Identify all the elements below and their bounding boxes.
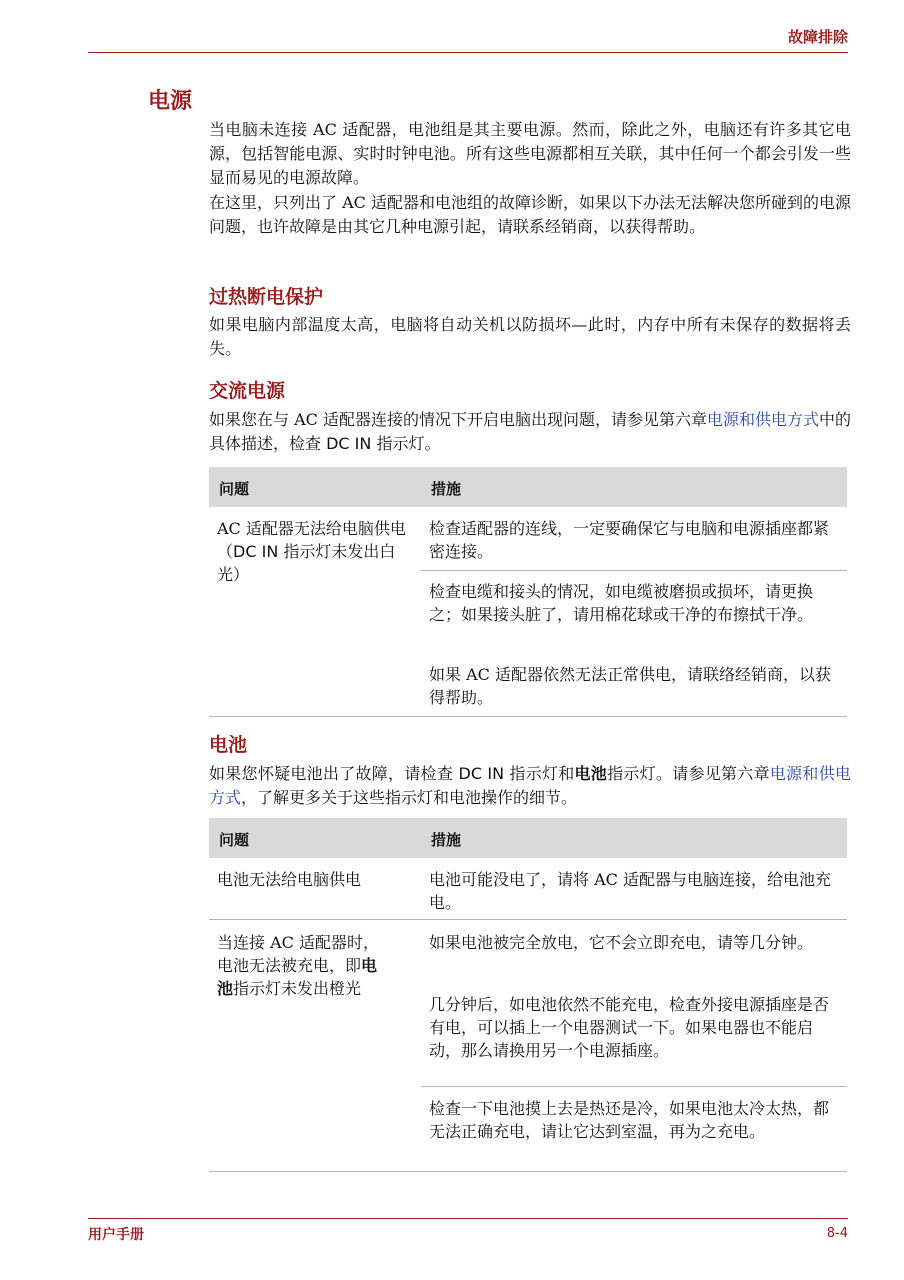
ac-problem-indicator: DC IN [233, 542, 279, 561]
section-title-power: 电源 [148, 89, 193, 114]
ac-action-3: 如果 AC 适配器依然无法正常供电，请联络经销商，以获得帮助。 [429, 665, 831, 707]
battery-col-problem: 问题 [219, 831, 250, 849]
battery-heading: 电池 [209, 734, 248, 756]
power-chapter-link[interactable]: 电源和供电方式 [706, 410, 819, 429]
ac-table-header [209, 467, 847, 507]
ac-problem-text-1: AC 适配器无法给电脑供电 （ [217, 519, 406, 561]
battery-indicator-name: 电池 [574, 764, 608, 783]
ac-col-action: 措施 [431, 480, 462, 498]
overheat-paragraph: 如果电脑内部温度太高，电脑将自动关机以防损坏—此时，内存中所有未保存的数据将丢失。 [209, 315, 851, 358]
overheat-heading: 过热断电保护 [209, 286, 324, 308]
battery-intro-text-2: 指示灯和 [504, 764, 575, 783]
ac-problem-cell [217, 517, 413, 586]
page-number: 8-4 [826, 1226, 848, 1241]
battery-intro [209, 762, 851, 810]
battery-intro-text-1: 如果您怀疑电池出了故障，请检查 [209, 764, 459, 783]
battery-table-bottom-rule [209, 1171, 847, 1172]
battery-table-header [209, 818, 847, 858]
ac-col-problem: 问题 [219, 480, 250, 498]
footer-rule [88, 1218, 848, 1219]
battery-troubleshoot-table [209, 818, 847, 1173]
power-intro-paragraph: 当电脑未连接 AC 适配器，电池组是其主要电源。然而，除此之外，电脑还有许多其它电源，包括智能电源、实时时钟电池。所有这些电源都相互关联，其中任何一个都会引发一些显而易见的电源故障。 [209, 120, 851, 187]
battery-row2-problem-text-1: 当连接 AC 适配器时，电池无法被充电，即 [217, 933, 379, 975]
header-rule [88, 52, 848, 53]
battery-row2-problem [217, 931, 389, 1000]
battery-row2-problem-indicator: 电池 [217, 956, 378, 998]
ac-table-bottom-rule [209, 716, 847, 717]
ac-troubleshoot-table [209, 467, 847, 717]
battery-intro-text-4: ，了解更多关于这些指示灯和电池操作的细节。 [241, 788, 578, 807]
battery-row1-action: 电池可能没电了，请将 AC 适配器与电脑连接，给电池充电。 [429, 870, 831, 912]
battery-action-divider [421, 1086, 847, 1087]
battery-row-divider [209, 919, 847, 920]
ac-intro-text-1: 如果您在与 AC 适配器连接的情况下开启电脑出现问题，请参见第六章 [209, 410, 707, 429]
battery-col-action: 措施 [431, 831, 462, 849]
battery-row2-problem-text-2: 指示灯未发出橙光 [233, 979, 362, 998]
battery-intro-dcin: DC IN [458, 764, 505, 783]
battery-intro-text-3: 指示灯。请参见第六章 [607, 764, 770, 783]
ac-intro-text-2: 中的具体描述，检查 [209, 410, 852, 453]
battery-row2-action-1: 如果电池被完全放电，它不会立即充电，请等几分钟。 [429, 933, 814, 952]
battery-power-chapter-link[interactable]: 电源和供电方式 [209, 764, 851, 807]
ac-action-1: 检查适配器的连线，一定要确保它与电脑和电源插座都紧密连接。 [429, 519, 830, 561]
power-scope-paragraph: 在这里，只列出了 AC 适配器和电池组的故障诊断，如果以下办法无法解决您所碰到的电源问题，也许故障是由其它几种电源引起，请联系经销商，以获得帮助。 [209, 193, 851, 236]
chapter-title: 故障排除 [787, 28, 848, 46]
ac-power-heading: 交流电源 [209, 380, 286, 402]
ac-intro-text-3: 指示灯。 [371, 434, 441, 453]
ac-action-divider [421, 570, 847, 571]
battery-row2-action-3: 检查一下电池摸上去是热还是冷，如果电池太冷太热，都无法正确充电，请让它达到室温，再为之充电。 [429, 1099, 830, 1141]
ac-action-2: 检查电缆和接头的情况，如电缆被磨损或损坏，请更换之；如果接头脏了，请用棉花球或干净的布擦拭干净。 [429, 582, 814, 624]
ac-power-intro [209, 408, 851, 456]
battery-row1-problem: 电池无法给电脑供电 [217, 870, 362, 889]
footer-manual-title: 用户手册 [88, 1227, 144, 1243]
ac-problem-text-2: 指示灯未发出白光） [217, 542, 396, 584]
battery-row2-action-2: 几分钟后，如电池依然不能充电，检查外接电源插座是否有电，可以插上一个电器测试一下。如果电器也不能启动，那么请换用另一个电源插座。 [429, 995, 830, 1060]
dc-in-indicator-name: DC IN [326, 434, 372, 453]
